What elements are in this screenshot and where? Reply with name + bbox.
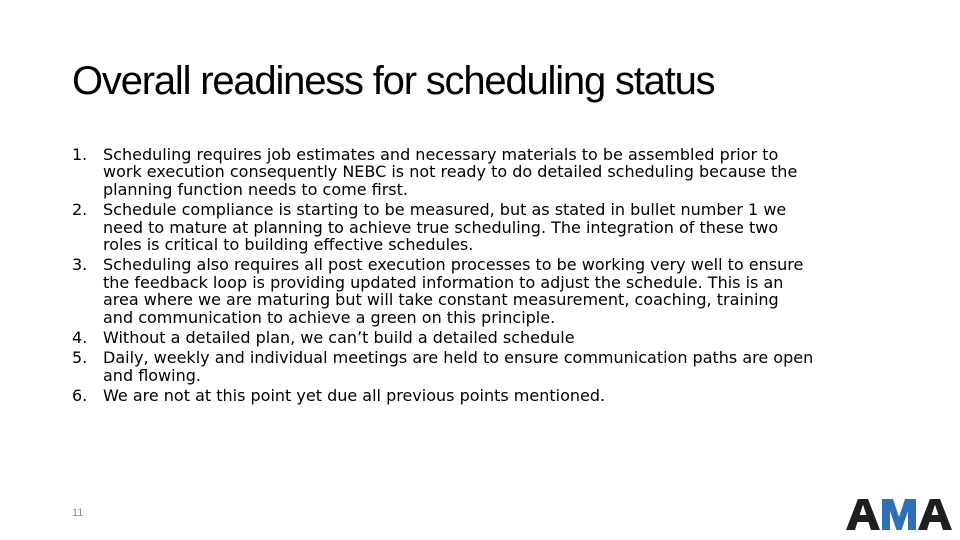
list-item-text: Without a detailed plan, we can’t build a detailed schedule: [103, 328, 575, 348]
list-item-number: 5.: [72, 348, 88, 368]
list-item: [72, 201, 892, 253]
list-item: [72, 146, 892, 198]
list-item-text: Scheduling also requires all post execution processes to be working very well to ensure the feedback loop is providing updated information to adjust the schedule. This is an area where we are maturing but will take constant measurement, coaching, training and communication to achieve a green on this principle.: [103, 255, 804, 327]
page-number: 11: [72, 507, 84, 519]
list-item-text: We are not at this point yet due all previous points mentioned.: [103, 386, 606, 406]
list-item-number: 1.: [72, 145, 88, 164]
list-item-text: Scheduling requires job estimates and necessary materials to be assembled prior to work execution consequently NEBC is not ready to do detailed scheduling because the planning function needs to come first.: [103, 145, 798, 199]
list-item: [72, 256, 892, 326]
list-item-number: 2.: [72, 200, 88, 220]
slide-title: Overall readiness for scheduling status: [72, 59, 715, 103]
list-item-text: Daily, weekly and individual meetings are held to ensure communication paths are open and flowing.: [103, 348, 814, 385]
ama-logo: [846, 497, 952, 532]
logo-letter-m: [882, 499, 916, 530]
list-item: [72, 329, 892, 346]
numbered-list: [72, 146, 892, 408]
list-item-number: 3.: [72, 255, 88, 275]
list-item-text: Schedule compliance is starting to be measured, but as stated in bullet number 1 we need to mature at planning to achieve true scheduling. The integration of these two roles is critical to building effective schedules.: [103, 200, 787, 255]
list-item: [72, 349, 892, 384]
list-item: [72, 387, 892, 404]
list-item-number: 4.: [72, 328, 88, 348]
list-item-number: 6.: [72, 386, 88, 406]
